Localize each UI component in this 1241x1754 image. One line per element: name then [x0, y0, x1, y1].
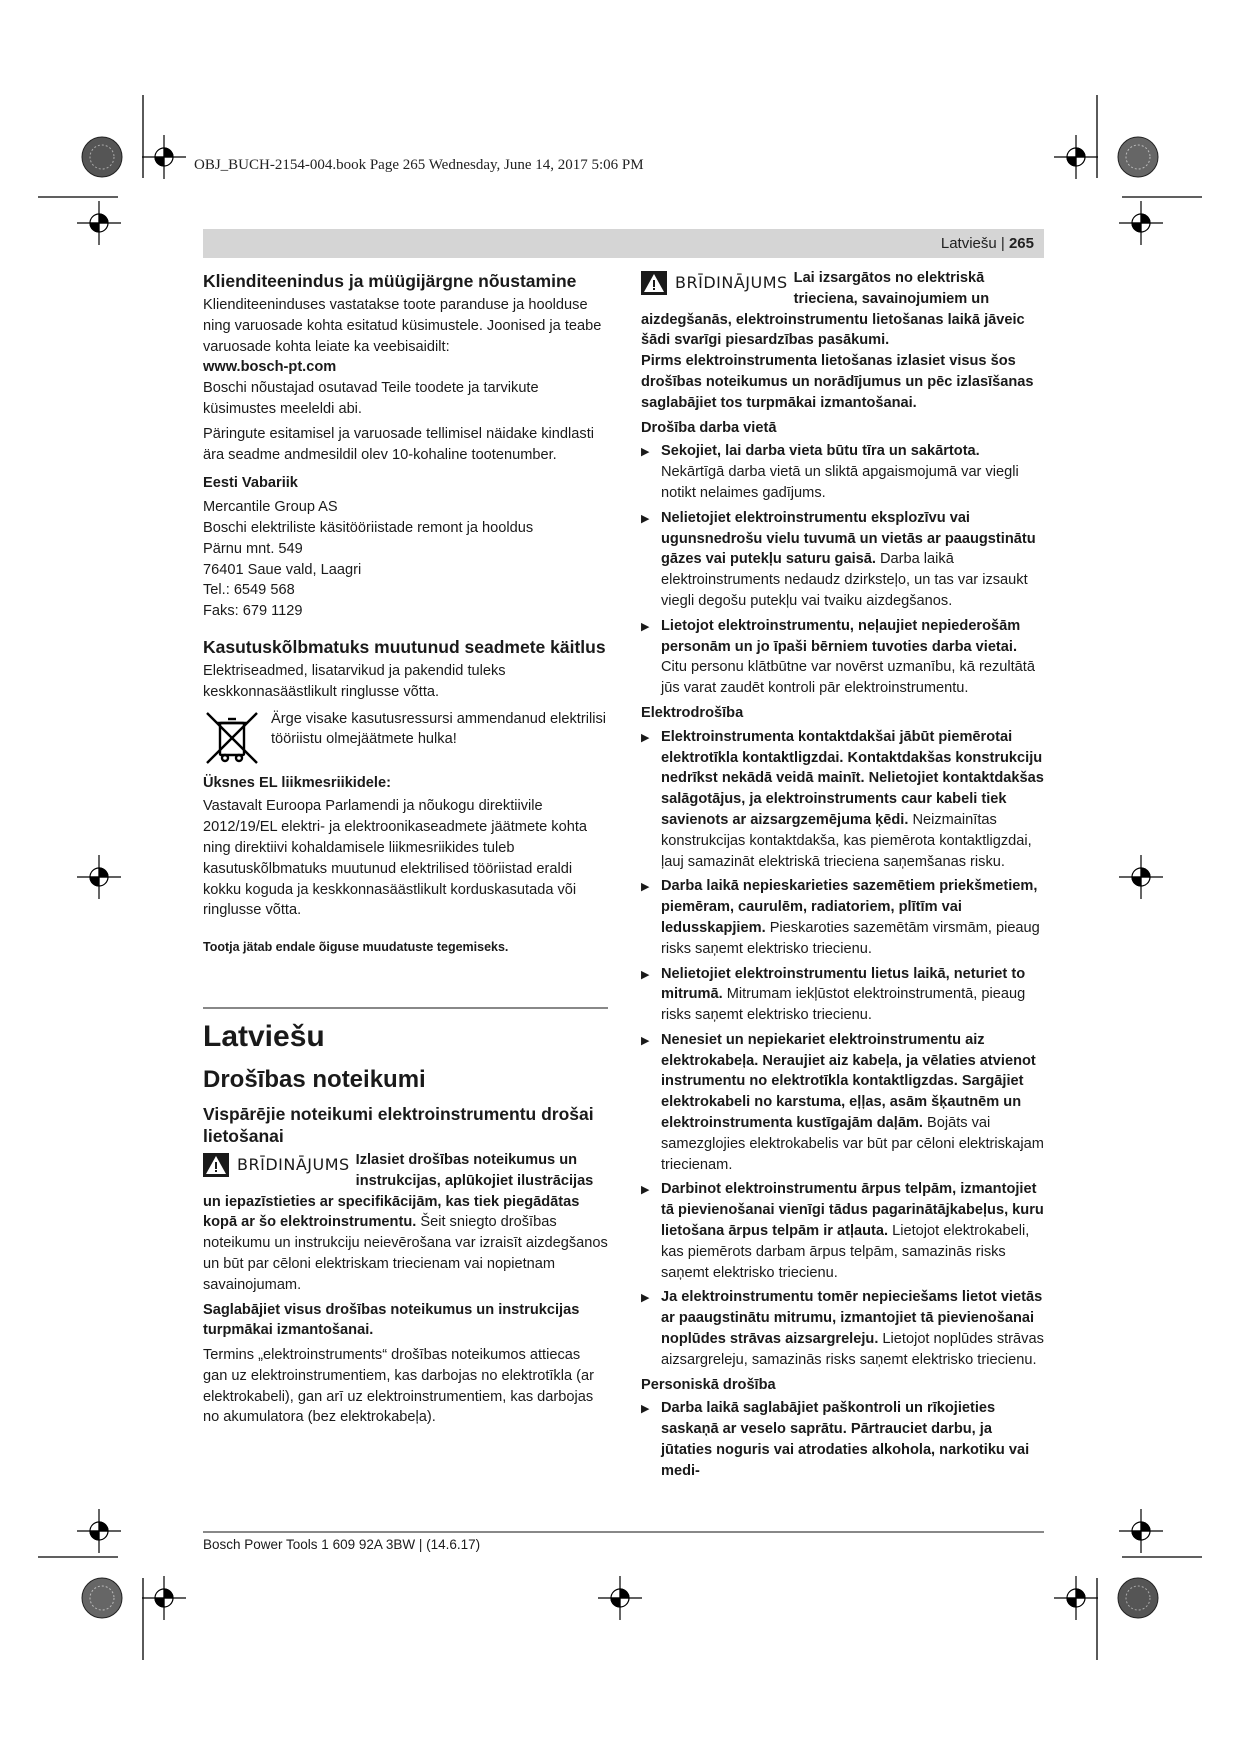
item-text: Nekārtīgā darba vietā un sliktā apgaismojumā var viegli notikt nelaimes gadījums. — [661, 464, 1019, 501]
item-bold: Darbinot elektroinstrumentu ārpus telpām, izmantojiet tā pievienošanai vienīgi tādus pagarinātājkabeļus, kuru lietošana ārpus telpām ir atļauta. — [661, 1181, 1044, 1240]
bosch-url[interactable]: www.bosch-pt.com — [203, 359, 337, 376]
electrical-list — [641, 727, 1046, 1371]
warning-icon — [641, 271, 667, 295]
address-line: Boschi elektriliste käsitööriistade remont ja hooldus — [203, 519, 534, 536]
warning-badge — [641, 270, 788, 296]
warning-word: BRĪDINĀJUMS — [237, 1154, 350, 1174]
address-line: Tel.: 6549 568 — [203, 582, 295, 599]
list-item — [641, 727, 1046, 873]
item-text: Lietojot noplūdes strāvas aizsargreleju, samazinās risks saņemt elektrisko triecienu. — [661, 1331, 1044, 1368]
heading-electrical: Elektrodrošība — [641, 704, 744, 721]
item-text: Citu personu klātbūtne var novērst uzmanību, kā rezultātā jūs varat zaudēt kontroli pār elektroinstrumentu. — [661, 659, 1035, 697]
address-line: 76401 Saue vald, Laagri — [203, 561, 362, 578]
heading-disposal: Kasutuskõlbmatuks muutunud seadmete käitlus — [203, 636, 606, 657]
list-item — [641, 964, 1046, 1026]
list-item — [641, 508, 1046, 612]
list-item — [641, 616, 1046, 699]
eu-paragraph: Vastavalt Euroopa Parlamendi ja nõukogu direktiivile 2012/19/EL elektri- ja elektroonikaseadmete jäätmete kohta ning direktiivi kohaldamisele liikmesriikides tuleb kasutuskõlbmatuks muutunud elektrilised tööriistad eraldi kokku koguda ja keskkonnasäästlikult korduskasutada või ringlusse võtta. — [203, 798, 587, 919]
item-bold: Nenesiet un nepiekariet elektroinstrumentu aiz elektrokabeļa. Neraujiet aiz kabeļa, ja vēlaties atvienot instrumentu no elektrotīkla kontaktligzdas. Sargājiet elektrokabeli no karstuma, eļļas, asām šķautnēm un elektroinstrumenta kustīgajām daļām. — [661, 1031, 1036, 1132]
crossed-bin-icon — [203, 709, 261, 767]
item-bold: Nelietojiet elektroinstrumentu eksplozīvu vai ugunsnedrošu vielu tuvumā un vietās ar paaugstinātu gāzes vai putekļu saturu gaisā. — [661, 509, 1036, 568]
term-definition: Termins „elektroinstruments“ drošības noteikumos attiecas gan uz elektroinstrumentiem, kas darbojas no elektrotīkla (ar elektrokabeli), gan arī uz elektroinstrumentiem, kas darbojas no akumulatora (bez elektrokabeļa). — [203, 1347, 594, 1426]
right-column — [641, 268, 1046, 1486]
country-heading: Eesti Vabariik — [203, 475, 298, 492]
left-column — [203, 270, 608, 1432]
running-header — [203, 229, 1044, 258]
item-text: Neizmainītas konstrukcijas kontaktdakša, kas piemērota kontaktligzdai, ļauj samazināt elektriskā trieciena saņemšanas risku. — [661, 811, 1032, 870]
customer-paragraph-1: Klienditeeninduses vastatakse toote paranduse ja hoolduse ning varuosade kohta esitatud küsimustele. Joonised ja teabe varuosade kohta leiate ka veebisaidilt: — [203, 297, 602, 355]
item-bold: Darba laikā nepieskarieties sazemētiem priekšmetiem, piemēram, caurulēm, radiatoriem, plītīm vai ledusskapjiem. — [661, 878, 1038, 936]
address-block — [203, 497, 608, 622]
item-bold: Nelietojiet elektroinstrumentu lietus laikā, neturiet to mitrumā. — [661, 965, 1026, 1003]
reserve-notice: Tootja jätab endale õiguse muudatuste tegemiseks. — [203, 940, 509, 955]
heading-work-area: Drošība darba vietā — [641, 419, 777, 436]
item-text: Mitrumam iekļūstot elektroinstrumentā, pieaug risks saņemt elektrisko triecienu. — [661, 986, 1026, 1024]
heading-eu: Üksnes EL liikmesriikidele: — [203, 774, 391, 791]
file-info: OBJ_BUCH-2154-004.book Page 265 Wednesday, June 14, 2017 5:06 PM — [194, 157, 644, 173]
warning-word: BRĪDINĀJUMS — [675, 272, 788, 292]
footer: Bosch Power Tools 1 609 92A 3BW | (14.6.17) — [203, 1537, 481, 1552]
list-item — [641, 1030, 1046, 1176]
item-text: Pieskaroties sazemētām virsmām, pieaug risks saņemt elektrisko triecienu. — [661, 919, 1040, 957]
warning-block-2 — [641, 268, 1046, 351]
warning-icon — [203, 1153, 229, 1177]
address-line: Faks: 679 1129 — [203, 603, 303, 620]
disposal-paragraph: Elektriseadmed, lisatarvikud ja pakendid tuleks keskkonnasäästlikult ringlusse võtta. — [203, 662, 506, 700]
customer-paragraph-2: Boschi nõustajad osutavad Teile toodete ja tarvikute küsimustes meeleldi abi. — [203, 380, 539, 417]
heading-general-safety: Vispārējie noteikumi elektroinstrumentu drošai lietošanai — [203, 1103, 594, 1146]
header-text — [941, 235, 1034, 252]
address-line: Mercantile Group AS — [203, 499, 338, 516]
list-item — [641, 876, 1046, 959]
item-text: Lietojot elektrokabeli, kas piemērots darbam ārpus telpām, samazinās risks saņemt elektrisko triecienu. — [661, 1223, 1030, 1281]
warning-1-text: Šeit sniegto drošības noteikumu un instrukciju neievērošana var izraisīt aizdegšanos un būt par cēloni elektriskam triecienam vai nopietnam savainojumam. — [203, 1214, 608, 1293]
list-item — [641, 1287, 1046, 1370]
heading-personal: Personiskā drošība — [641, 1376, 776, 1393]
warning-badge — [203, 1152, 350, 1178]
footer-divider — [203, 1531, 1044, 1533]
personal-list — [641, 1398, 1046, 1481]
list-item — [641, 1179, 1046, 1283]
list-item — [641, 1398, 1046, 1481]
section-divider — [203, 1007, 608, 1009]
customer-paragraph-3: Päringute esitamisel ja varuosade tellimisel näidake kindlasti ära seadme andmesildil olev 10-kohaline tootenumber. — [203, 425, 594, 463]
item-bold: Elektroinstrumenta kontaktdakšai jābūt piemērotai elektrotīkla kontaktligzdai. Kontaktdakšas konstrukciju nedrīkst nekādā veidā mainīt. Nelietojiet kontaktdakšas salāgotājus, ja elektroinstruments caur kabeli tiek savienots ar aizsargzemējuma ķēdi. — [661, 728, 1044, 828]
warning-block-1 — [203, 1150, 608, 1296]
list-item — [641, 441, 1046, 503]
work-area-list — [641, 441, 1046, 699]
item-bold: Ja elektroinstrumentu tomēr nepieciešams lietot vietās ar paaugstinātu mitrumu, izmantojiet tā pievienošanai noplūdes strāvas aizsargreleju. — [661, 1289, 1043, 1348]
weee-text: Ärge visake kasutusressursi ammendanud elektrilisi tööriistu olmejäätmete hulka! — [271, 710, 606, 748]
page-number: 265 — [1008, 235, 1034, 252]
header-separator: | — [996, 235, 1009, 252]
weee-notice — [203, 709, 608, 767]
item-bold: Lietojot elektroinstrumentu, neļaujiet nepiederošām personām un jo īpaši bērniem tuvoties darba vietai. — [661, 617, 1021, 655]
safety-title: Drošības noteikumi — [203, 1065, 426, 1093]
language-title: Latviešu — [203, 1019, 325, 1053]
item-bold: Darba laikā saglabājiet paškontroli un rīkojieties saskaņā ar veselo saprātu. Pārtrauciet darbu, ja jūtaties noguris vai atrodaties alkohola, narkotiku vai medi- — [661, 1400, 1030, 1479]
item-text: Bojāts vai samezglojies elektrokabelis var būt par cēloni elektriskajam triecienam. — [661, 1115, 1044, 1173]
heading-customer-service: Klienditeenindus ja müügijärgne nõustamine — [203, 271, 577, 291]
item-text: Darba laikā elektroinstruments nedaudz dzirksteļo, un tas var izsaukt viegli degošu putekļu vai tvaiku aizdegšanos. — [661, 551, 1028, 609]
read-instructions: Pirms elektroinstrumenta lietošanas izlasiet visus šos drošības noteikumus un norādījumus un pēc izlasīšanas saglabājiet tos turpmākai izmantošanai. — [641, 353, 1034, 411]
address-line: Pärnu mnt. 549 — [203, 540, 303, 557]
item-bold: Sekojiet, lai darba vieta būtu tīra un sakārtota. — [661, 443, 980, 460]
warning-1-bold: Izlasiet drošības noteikumus un instrukcijas, aplūkojiet ilustrācijas un iepazīstieties ar specifikācijām, kas tiek piegādātas kopā ar šo elektroinstrumentu. — [203, 1151, 594, 1231]
save-instructions: Saglabājiet visus drošības noteikumus un instrukcijas turpmākai izmantošanai. — [203, 1301, 580, 1339]
warning-2-bold: Lai izsargātos no elektriskā trieciena, savainojumiem un aizdegšanās, elektroinstrumentu lietošanas laikā jāveic šādi svarīgi piesardzības pasākumi. — [641, 270, 1025, 349]
header-language: Latviešu — [940, 235, 997, 252]
